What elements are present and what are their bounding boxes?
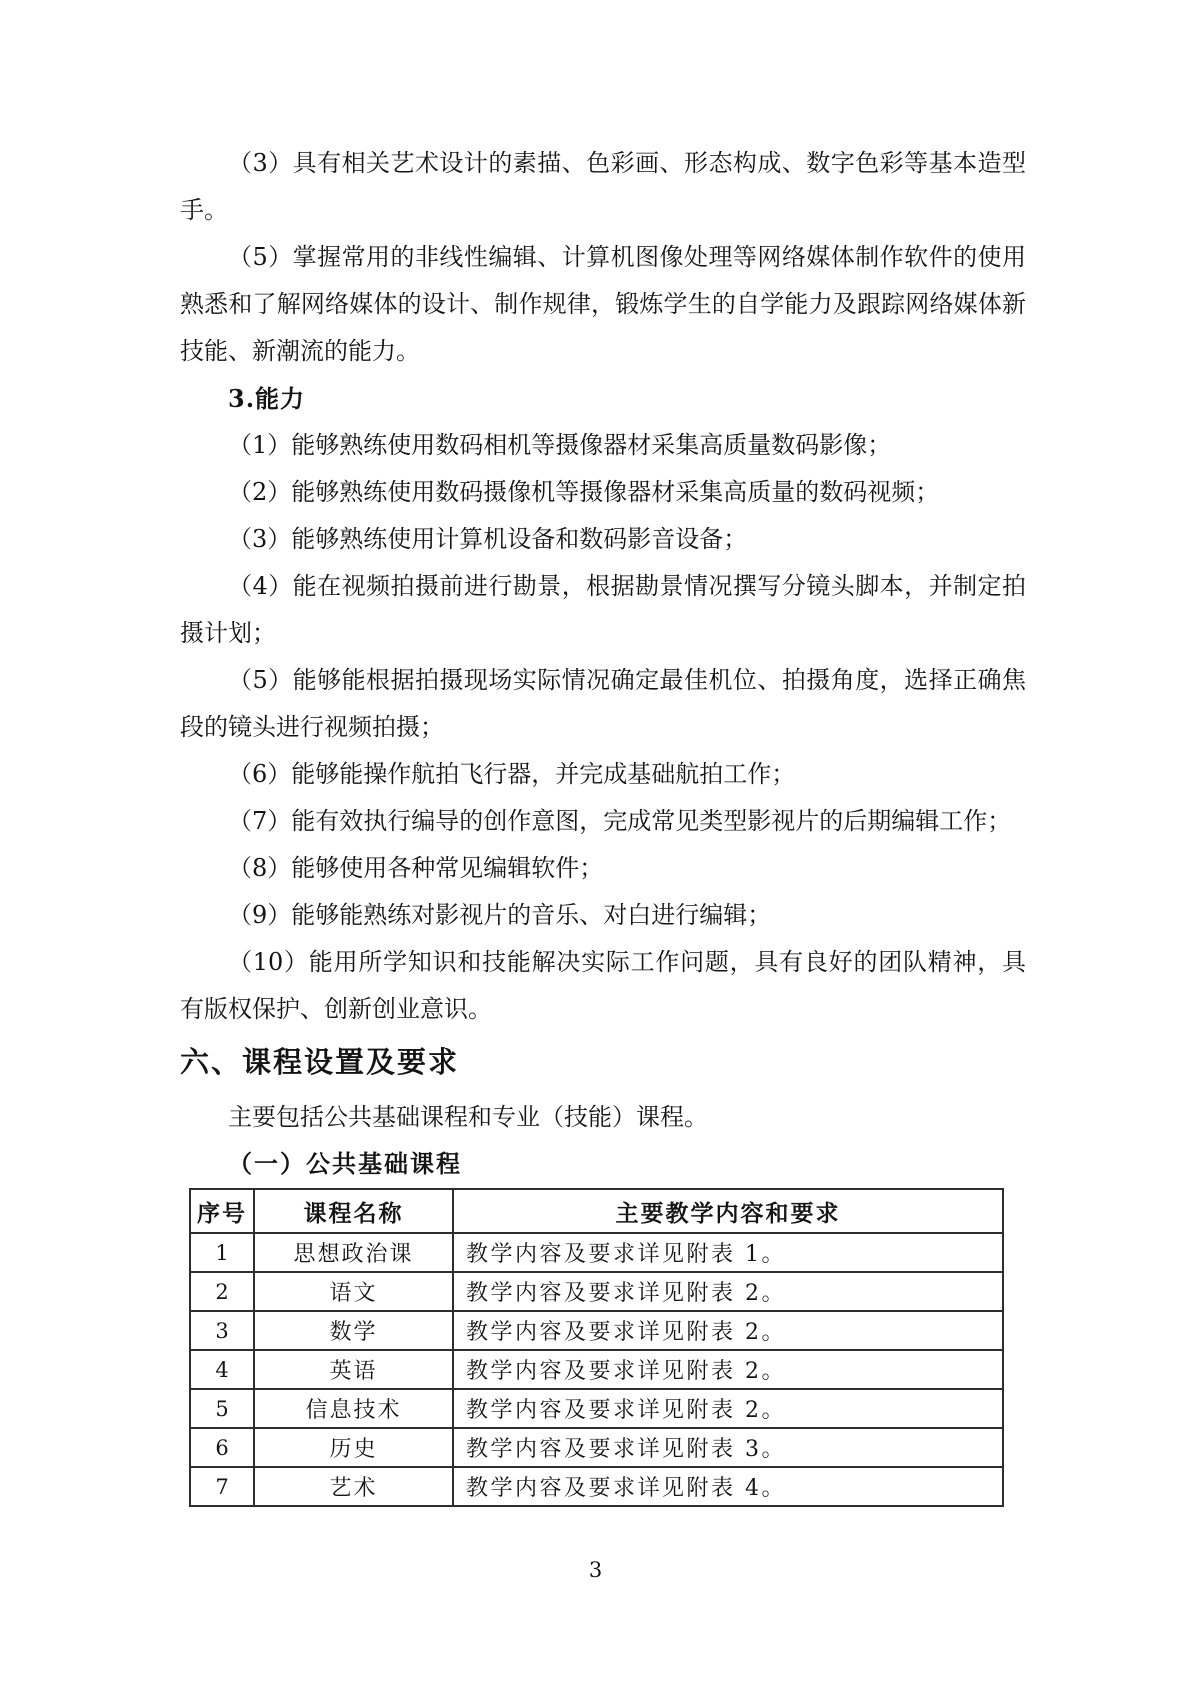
table-row	[190, 1350, 1003, 1389]
ability-item-5: （5）能够能根据拍摄现场实际情况确定最佳机位、拍摄角度，选择正确焦段的镜头进行视频拍摄；	[180, 666, 1026, 741]
header-cell-no: 序号	[190, 1189, 254, 1233]
table-cell-course: 英语	[254, 1350, 453, 1389]
ability-item-3: （3）能够熟练使用计算机设备和数码影音设备；	[228, 525, 748, 553]
table-cell-no: 6	[190, 1428, 254, 1467]
page-number: 3	[588, 1558, 603, 1582]
ability-heading: 3.能力	[228, 384, 306, 413]
table-cell-course: 艺术	[254, 1467, 453, 1506]
table-cell-content: 教学内容及要求详见附表 4。	[453, 1467, 1003, 1506]
ability-item-10: （10）能用所学知识和技能解决实际工作问题，具有良好的团队精神，具有版权保护、创新创业意识。	[180, 948, 1026, 1023]
table-cell-content: 教学内容及要求详见附表 3。	[453, 1428, 1003, 1467]
table-cell-no: 2	[190, 1272, 254, 1311]
table-row	[190, 1428, 1003, 1467]
document-body	[180, 140, 1026, 1507]
table-cell-course: 思想政治课	[254, 1233, 453, 1272]
table-row	[190, 1272, 1003, 1311]
table-cell-course: 语文	[254, 1272, 453, 1311]
course-table-header	[190, 1189, 1003, 1233]
table-row	[190, 1389, 1003, 1428]
subsection-heading-public-basic-courses: （一）公共基础课程	[228, 1150, 462, 1178]
ability-item-4: （4）能在视频拍摄前进行勘景，根据勘景情况撰写分镜头脚本，并制定拍摄计划；	[180, 572, 1026, 647]
table-cell-content: 教学内容及要求详见附表 1。	[453, 1233, 1003, 1272]
table-cell-no: 1	[190, 1233, 254, 1272]
paragraph-point-3: （3）具有相关艺术设计的素描、色彩画、形态构成、数字色彩等基本造型手。	[180, 149, 1026, 224]
ability-item-7: （7）能有效执行编导的创作意图，完成常见类型影视片的后期编辑工作；	[228, 807, 1012, 835]
table-cell-content: 教学内容及要求详见附表 2。	[453, 1389, 1003, 1428]
header-cell-content: 主要教学内容和要求	[453, 1189, 1003, 1233]
ability-item-1: （1）能够熟练使用数码相机等摄像器材采集高质量数码影像；	[228, 431, 892, 459]
ability-item-6: （6）能够能操作航拍飞行器，并完成基础航拍工作；	[228, 760, 796, 788]
table-cell-course: 数学	[254, 1311, 453, 1350]
ability-item-2: （2）能够熟练使用数码摄像机等摄像器材采集高质量的数码视频；	[228, 478, 940, 506]
header-cell-course: 课程名称	[254, 1189, 453, 1233]
table-row	[190, 1233, 1003, 1272]
section-intro: 主要包括公共基础课程和专业（技能）课程。	[228, 1103, 708, 1131]
table-cell-course: 历史	[254, 1428, 453, 1467]
paragraph-point-5: （5）掌握常用的非线性编辑、计算机图像处理等网络媒体制作软件的使用熟悉和了解网络媒体的设计、制作规律，锻炼学生的自学能力及跟踪网络媒体新技能、新潮流的能力。	[180, 243, 1026, 365]
table-cell-course: 信息技术	[254, 1389, 453, 1428]
table-cell-content: 教学内容及要求详见附表 2。	[453, 1272, 1003, 1311]
header-row	[190, 1189, 1003, 1233]
section-heading-courses: 六、课程设置及要求	[180, 1045, 460, 1079]
table-cell-no: 5	[190, 1389, 254, 1428]
public-basic-course-table	[189, 1188, 1004, 1507]
table-cell-no: 3	[190, 1311, 254, 1350]
table-cell-no: 4	[190, 1350, 254, 1389]
table-row	[190, 1467, 1003, 1506]
course-table-body	[190, 1233, 1003, 1506]
table-cell-content: 教学内容及要求详见附表 2。	[453, 1311, 1003, 1350]
table-cell-content: 教学内容及要求详见附表 2。	[453, 1350, 1003, 1389]
table-row	[190, 1311, 1003, 1350]
ability-item-8: （8）能够使用各种常见编辑软件；	[228, 854, 604, 882]
table-cell-no: 7	[190, 1467, 254, 1506]
ability-item-9: （9）能够能熟练对影视片的音乐、对白进行编辑；	[228, 901, 772, 929]
